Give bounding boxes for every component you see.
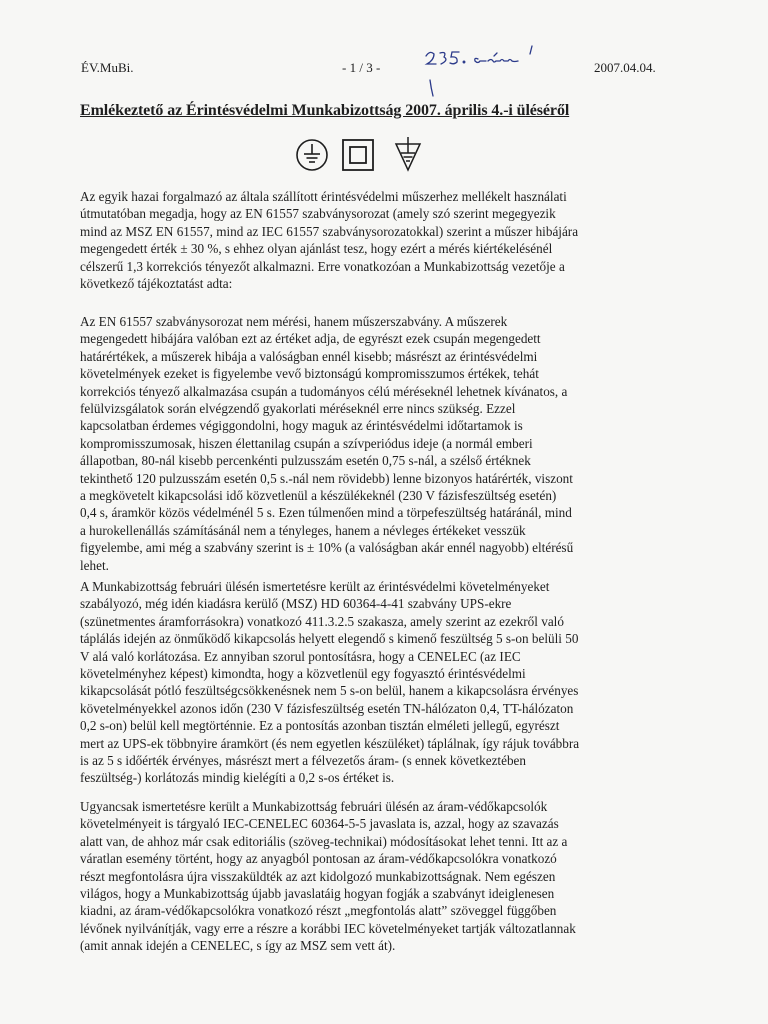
safety-symbols	[296, 134, 426, 176]
earth-triangle-icon	[396, 137, 420, 170]
text-line: tekinthető 120 pulzusszám esetén 0,5 s.-nál nem rövidebb) lenne bizonyos határérték, viszont	[80, 470, 573, 486]
header-left-code: ÉV.MuBi.	[81, 60, 134, 75]
text-line: váratlan esemény történt, hogy az anyagból pontosan az áram-védőkapcsolókra vonatkozó	[80, 851, 557, 867]
text-line: kompromisszumosak, hiszen élettanilag csupán a szívperiódus ideje (a normál emberi	[80, 435, 533, 451]
text-line: követelményekkel azonos időn (230 V fázisfeszültség esetén TN-hálózaton 0,4, TT-hálózaton	[80, 700, 574, 716]
text-line: kapcsolatban érdemes végiggondolni, hogy maguk az érintésvédelmi időtartamok is	[80, 418, 523, 434]
text-line: 0,2 s-on) belül kell megtörténnie. Ez a pontosítás azonban tisztán elméleti jellegű, egyrészt	[80, 718, 560, 734]
text-line: (szünetmentes áramforrásokra) vonatkozó 411.3.2.5 szakasza, amely szerint az ezekről való	[80, 613, 564, 629]
text-line: A Munkabizottság februári ülésén ismertetésre került az érintésvédelmi követelményeket	[80, 579, 550, 594]
paragraph-standard-explanation	[80, 313, 700, 574]
text-line: Az egyik hazai forgalmazó az általa szállított érintésvédelmi műszerhez mellékelt használati	[80, 189, 567, 204]
page-number: - 1 / 3 -	[342, 60, 381, 75]
text-line: követelményhez képest) kimondta, hogy a közvetlenül egy fogyasztó érintésvédelmi	[80, 666, 526, 682]
handwritten-annotation	[420, 40, 560, 100]
text-line: felülvizsgálatok során elvégzendő gyakorlati méréseknél erre nincs szükség. Ezzel	[80, 401, 516, 417]
text-line: célszerű 1,3 korrekciós tényezőt alkalmazni. Erre vonatkozóan a Munkabizottság vezetője a	[80, 258, 565, 274]
text-line: útmutatóban megadja, hogy az EN 61557 szabványsorozat (amely szó szerint megegyezik	[80, 206, 556, 222]
text-line: lehet.	[80, 557, 109, 573]
text-line: kikapcsolását pótló feszültségcsökkenésnek nem 5 s-on belül, hanem a kikapcsolásra érvényes	[80, 683, 579, 699]
text-line: alatt van, de ahhoz már csak editoriális (szöveg-technikai) módosításokat lehet tenni. Itt az a	[80, 833, 568, 849]
text-line: mind az MSZ EN 61557, mind az IEC 61557 szabványsorozatokkal) szerint a műszer hibájára	[80, 223, 579, 239]
text-line: megengedett hibájára valóban ezt az értéket adja, de egyrészt ezek csupán megengedett	[80, 331, 541, 347]
text-line: a hurokellenállás számításánál nem a tényleges, hanem a névleges értékeket vesszük	[80, 522, 526, 538]
text-line: határértékek, a műszerek hibája a valóságban ennél kisebb; másrészt az érintésvédelmi	[80, 348, 538, 364]
text-line: követelményeit is tárgyaló IEC-CENELEC 60364-5-5 javaslata is, azzal, hogy az szavazás	[80, 816, 559, 832]
text-line: világos, hogy a Munkabizottság újabb javaslatáig hogyan fogják a szabványt ideiglenesen	[80, 886, 555, 902]
paragraph-intro	[80, 188, 700, 292]
document-title: Emlékeztető az Érintésvédelmi Munkabizottság 2007. április 4.-i üléséről	[80, 102, 570, 119]
text-line: állapotban, 80-nál kisebb percenkénti pulzusszám esetén 0,75 s-nál, a szélső értéknek	[80, 453, 531, 469]
header-date: 2007.04.04.	[594, 60, 656, 75]
text-line: követelmények ezeket is figyelembe vevő biztonságú kompromisszumos értékek, tehát	[80, 366, 539, 382]
text-line: (amit annak idején a CENELEC, s így az MSZ sem vett át).	[80, 938, 396, 954]
text-line: következő tájékoztatást adta:	[80, 276, 233, 292]
text-line: V alá való korlátozása. Ez annyiban szorul pontosításra, hogy a CENELEC (az IEC	[80, 648, 521, 664]
text-line: megengedett érték ± 30 %, s ehhez olyan ajánlást tesz, hogy ezért a mérés kiértékelésénél	[80, 241, 553, 257]
text-line: is az 5 s időérték érvényes, másrészt mert a félvezetős áram- (s ennek következtében	[80, 753, 526, 769]
earth-circle-icon	[297, 140, 327, 170]
text-line: korrekciós tényező alkalmazása csupán a tudományos célú méréseknél lehetnek kívánatos, a	[80, 383, 568, 399]
text-line: a megkövetelt kikapcsolási idő közvetlenül a készülékeknél (230 V fázisfeszültség esetén)	[80, 488, 557, 504]
text-line: Ugyancsak ismertetésre került a Munkabizottság februári ülésén az áram-védőkapcsolók	[80, 799, 548, 814]
text-line: feszültség-) korlátozás mindig kielégíti a 0,2 s-os értéket is.	[80, 770, 395, 786]
text-line: részt megfontolásra újra visszaküldték az azt kidolgozó munkabizottságnak. Nem egészen	[80, 868, 556, 884]
text-line: táplálás idején az önműködő kikapcsolás helyett elegendő s kimenő feszültség 5 s-on belüli 50	[80, 631, 579, 647]
paragraph-rcd-requirements	[80, 798, 700, 955]
text-line: szabályozó, még idén kiadásra kerülő (MSZ) HD 60364-4-41 szabvány UPS-ekre	[80, 596, 512, 612]
double-square-icon	[343, 140, 373, 170]
text-line: lévőnek nyilvánítják, vagy erre a részre a korábbi IEC követelményeket tartják változatlannak	[80, 920, 576, 936]
text-line: mert az UPS-ek többnyire áramkört (és nem egyetlen készüléket) táplálnak, így rájuk továbbra	[80, 735, 580, 751]
paragraph-ups-requirements	[80, 578, 700, 787]
text-line: Az EN 61557 szabványsorozat nem mérési, hanem műszerszabvány. A műszerek	[80, 314, 508, 329]
text-line: figyelembe, ami még a szabvány szerint is ± 10% (a valóságban akár ennél nagyobb) eltérésű	[80, 540, 574, 556]
text-line: 0,4 s, áramkör közös védelménél 5 s. Ezen túlmenően mind a törpefeszültség határánál, mind	[80, 505, 572, 521]
text-line: kiadni, az áram-védőkapcsolókra vonatkozó részt „megfontolás alatt” szöveggel függőben	[80, 903, 557, 919]
